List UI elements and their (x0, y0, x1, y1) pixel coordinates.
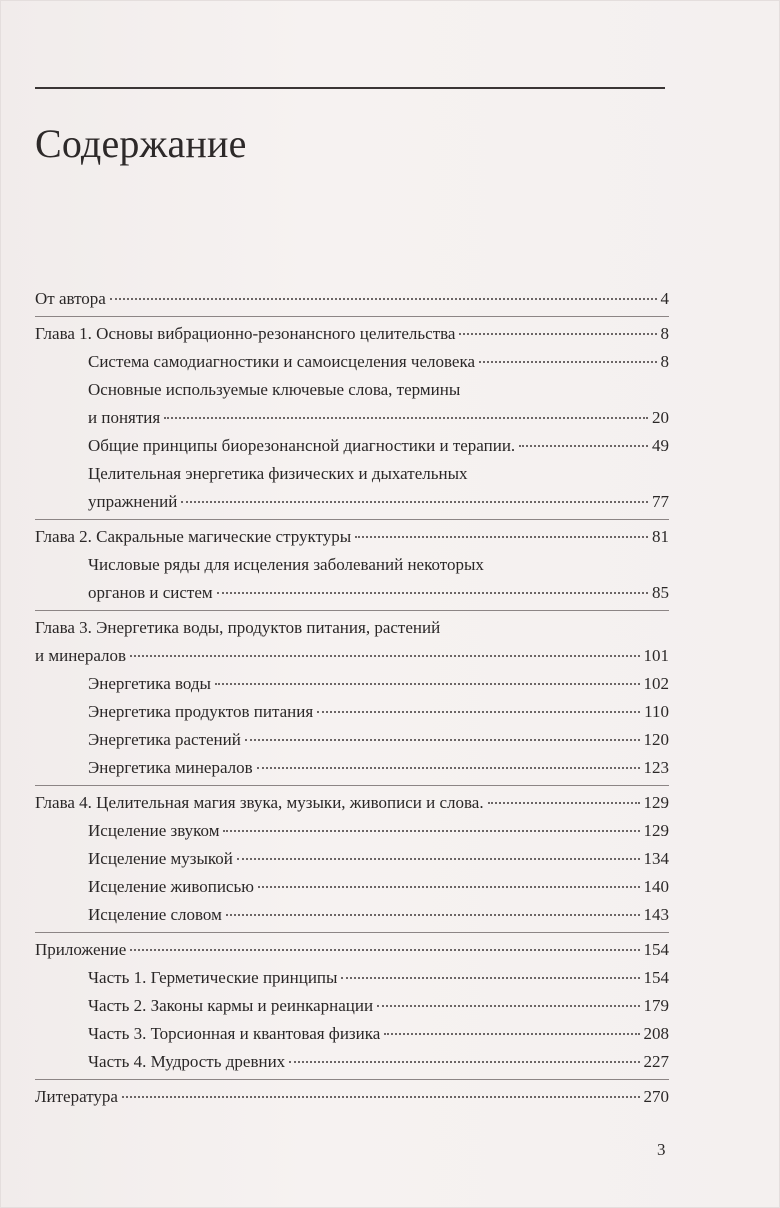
toc-entry-title-line: Целительная энергетика физических и дыхательных (88, 464, 468, 483)
dot-leader (164, 400, 648, 419)
dot-leader (479, 344, 656, 363)
toc-entry-title: Энергетика продуктов питания (88, 702, 314, 721)
dot-leader (237, 841, 640, 860)
toc-subentry[interactable] (35, 348, 669, 376)
dot-leader (215, 666, 640, 685)
dot-leader (355, 519, 648, 538)
toc-subentry[interactable] (35, 754, 669, 782)
dot-leader (130, 932, 639, 951)
toc-subentry[interactable] (35, 901, 669, 929)
toc-entry[interactable] (35, 1083, 669, 1111)
toc-group (35, 320, 669, 516)
dot-leader (226, 897, 640, 916)
toc-entry-page: 179 (643, 996, 669, 1015)
dot-leader (384, 1016, 639, 1035)
toc-entry-page: 154 (643, 968, 669, 987)
toc-entry-page: 140 (643, 877, 669, 896)
toc-subentry[interactable] (35, 460, 669, 516)
toc-entry-title: органов и систем (88, 583, 213, 602)
header-rule (35, 87, 665, 89)
toc-entry-title: Часть 3. Торсионная и квантовая физика (88, 1024, 381, 1043)
table-of-contents (35, 285, 669, 1111)
toc-entry-title: Глава 2. Сакральные магические структуры (35, 527, 352, 546)
toc-entry-page: 101 (643, 646, 669, 665)
toc-entry-title: Часть 1. Герметические принципы (88, 968, 338, 987)
toc-entry-page: 143 (643, 905, 669, 924)
toc-entry-title: Глава 4. Целительная магия звука, музыки, живописи и слова. (35, 793, 484, 812)
toc-entry-page: 77 (652, 492, 669, 511)
toc-entry-page: 8 (660, 324, 669, 343)
toc-entry-title-line: Глава 3. Энергетика воды, продуктов питания, растений (35, 618, 441, 637)
toc-entry-page: 110 (644, 702, 669, 721)
toc-entry-title: упражнений (88, 492, 178, 511)
section-divider (35, 610, 669, 611)
toc-entry-page: 49 (652, 436, 669, 455)
toc-entry-page: 81 (652, 527, 669, 546)
toc-entry-page: 227 (643, 1052, 669, 1071)
toc-entry-title: Энергетика растений (88, 730, 241, 749)
toc-entry-title: Часть 2. Законы кармы и реинкарнации (88, 996, 374, 1015)
dot-leader (257, 750, 640, 769)
toc-group (35, 614, 669, 782)
toc-entry-title: Общие принципы биорезонансной диагностики и терапии. (88, 436, 516, 455)
toc-entry-title: От автора (35, 289, 106, 308)
toc-entry-page: 270 (643, 1087, 669, 1106)
dot-leader (341, 960, 639, 979)
dot-leader (110, 281, 657, 300)
toc-group (35, 789, 669, 929)
toc-subentry[interactable] (35, 432, 669, 460)
dot-leader (289, 1044, 639, 1063)
toc-group (35, 285, 669, 313)
toc-subentry[interactable] (35, 551, 669, 607)
toc-entry-title-line: Основные используемые ключевые слова, термины (88, 380, 461, 399)
toc-group (35, 936, 669, 1076)
toc-entry-page: 102 (643, 674, 669, 693)
toc-entry-title: Часть 4. Мудрость древних (88, 1052, 286, 1071)
toc-subentry[interactable] (35, 1048, 669, 1076)
toc-entry-title: и минералов (35, 646, 127, 665)
dot-leader (258, 869, 640, 888)
dot-leader (459, 316, 656, 335)
toc-group (35, 523, 669, 607)
toc-entry-page: 154 (643, 940, 669, 959)
toc-entry-page: 85 (652, 583, 669, 602)
toc-entry-title: Энергетика воды (88, 674, 211, 693)
dot-leader (130, 638, 639, 657)
toc-entry-title-line: Числовые ряды для исцеления заболеваний некоторых (88, 555, 484, 574)
toc-entry-title: Исцеление звуком (88, 821, 220, 840)
toc-entry-page: 120 (643, 730, 669, 749)
toc-entry-page: 4 (660, 289, 669, 308)
dot-leader (245, 722, 640, 741)
toc-entry[interactable] (35, 614, 669, 670)
dot-leader (488, 785, 640, 804)
toc-entry-page: 129 (643, 793, 669, 812)
toc-entry-page: 208 (643, 1024, 669, 1043)
dot-leader (377, 988, 639, 1007)
toc-entry[interactable] (35, 285, 669, 313)
toc-entry-page: 20 (652, 408, 669, 427)
toc-entry-page: 123 (643, 758, 669, 777)
toc-entry-title: Исцеление музыкой (88, 849, 233, 868)
toc-entry-page: 134 (643, 849, 669, 868)
toc-entry-title: Глава 1. Основы вибрационно-резонансного целительства (35, 324, 456, 343)
dot-leader (519, 428, 648, 447)
page-number: 3 (657, 1140, 666, 1159)
dot-leader (122, 1079, 640, 1098)
toc-entry-title: Приложение (35, 940, 127, 959)
toc-entry-page: 129 (643, 821, 669, 840)
toc-subentry[interactable] (35, 376, 669, 432)
dot-leader (217, 575, 648, 594)
toc-entry-title: и понятия (88, 408, 161, 427)
page-title: Содержание (35, 121, 247, 166)
toc-entry-title: Энергетика минералов (88, 758, 253, 777)
dot-leader (181, 484, 648, 503)
toc-entry[interactable] (35, 523, 669, 551)
toc-entry-page: 8 (660, 352, 669, 371)
toc-group (35, 1083, 669, 1111)
toc-entry-title: Исцеление живописью (88, 877, 254, 896)
toc-entry-title: Исцеление словом (88, 905, 222, 924)
dot-leader (223, 813, 639, 832)
toc-entry-title: Система самодиагностики и самоисцеления человека (88, 352, 476, 371)
dot-leader (317, 694, 640, 713)
toc-entry-title: Литература (35, 1087, 118, 1106)
